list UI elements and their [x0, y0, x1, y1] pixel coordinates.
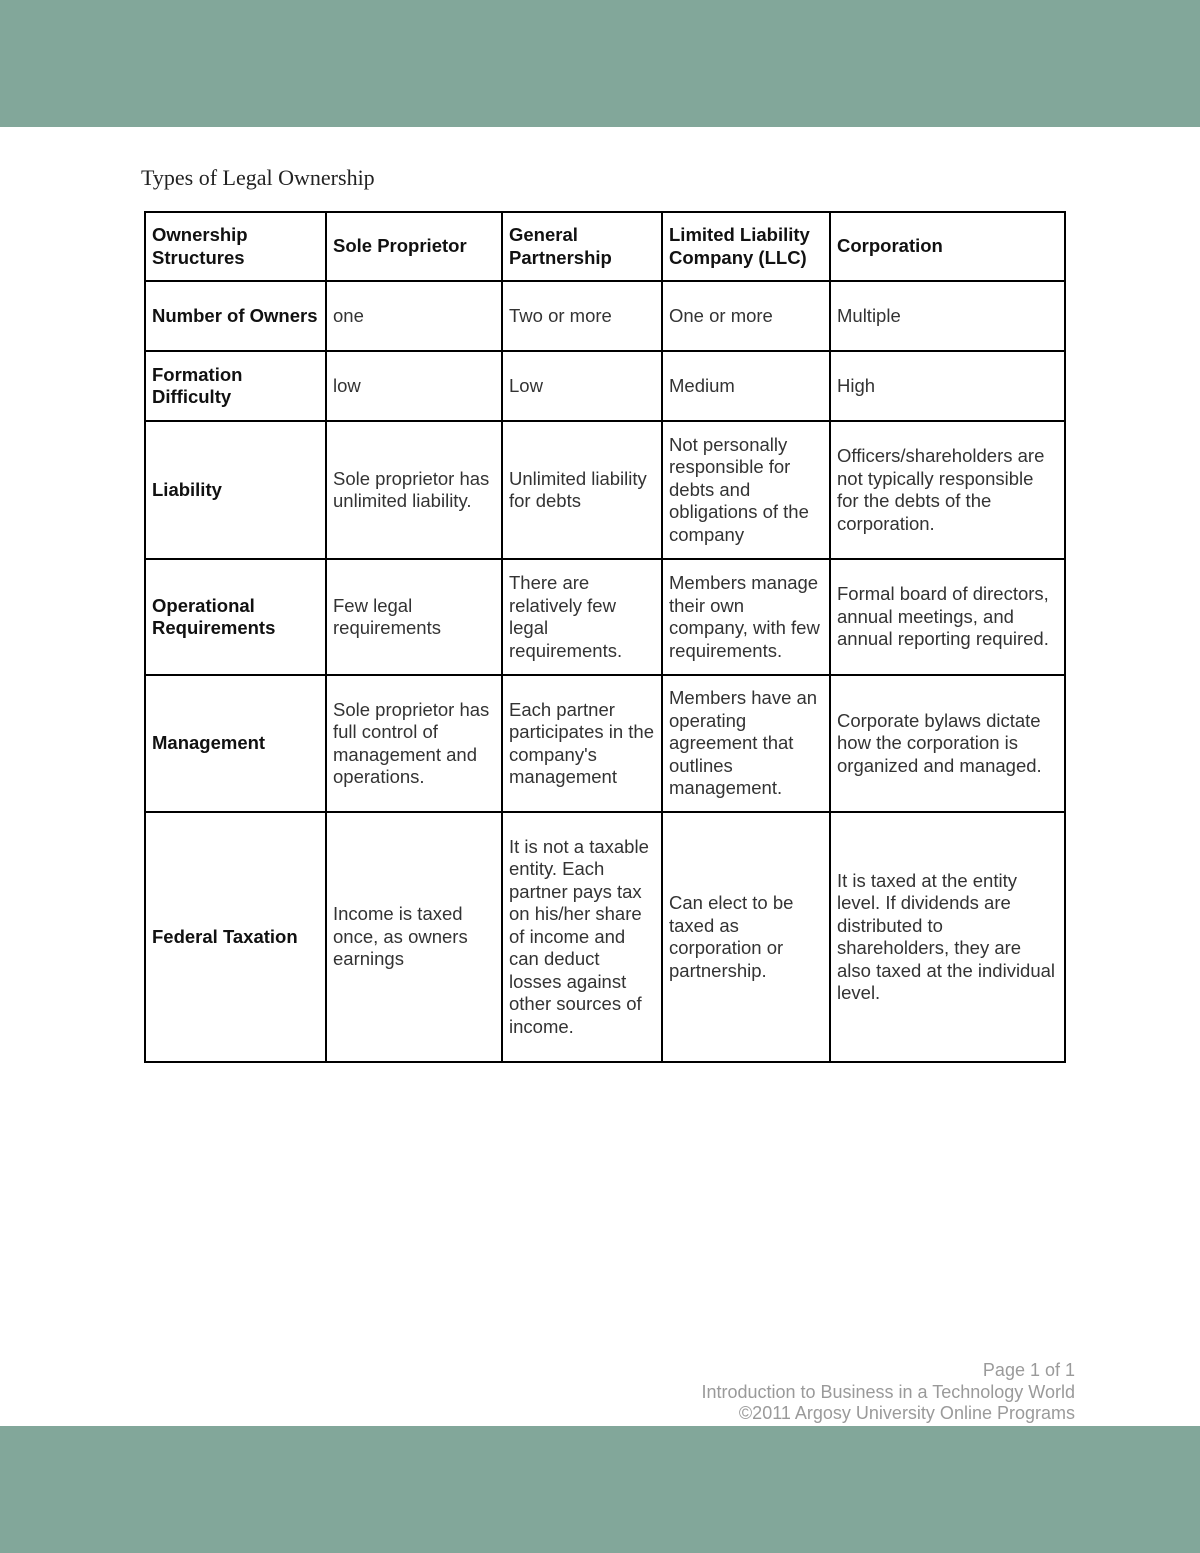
row-label: Management — [145, 675, 326, 812]
table-row-liability — [145, 421, 1065, 559]
table-cell: Sole proprietor has full control of management and operations. — [326, 675, 502, 812]
table-cell: Medium — [662, 351, 830, 421]
table-row-management — [145, 675, 1065, 812]
page-number: Page 1 of 1 — [982, 1360, 1075, 1380]
table-cell: It is not a taxable entity. Each partner pays tax on his/her share of income and can deduct losses against other sources of income. — [502, 812, 662, 1062]
table-cell: There are relatively few legal requirements. — [502, 559, 662, 675]
ownership-table — [144, 211, 1066, 1063]
table-cell: one — [326, 281, 502, 351]
table-cell: Few legal requirements — [326, 559, 502, 675]
table-cell: Multiple — [830, 281, 1065, 351]
table-cell: Can elect to be taxed as corporation or partnership. — [662, 812, 830, 1062]
table-cell: Sole proprietor has unlimited liability. — [326, 421, 502, 559]
header-general-partnership: General Partnership — [502, 212, 662, 281]
table-row-federal-taxation — [145, 812, 1065, 1062]
table-cell: Two or more — [502, 281, 662, 351]
page-footer — [701, 1360, 1075, 1425]
table-cell: Unlimited liability for debts — [502, 421, 662, 559]
copyright: ©2011 Argosy University Online Programs — [738, 1403, 1075, 1423]
table-cell: Formal board of directors, annual meetings, and annual reporting required. — [830, 559, 1065, 675]
row-label: Liability — [145, 421, 326, 559]
table-cell: One or more — [662, 281, 830, 351]
table-cell: low — [326, 351, 502, 421]
table-row-operational-requirements — [145, 559, 1065, 675]
table-header-row — [145, 212, 1065, 281]
table-cell: Not personally responsible for debts and obligations of the company — [662, 421, 830, 559]
table-cell: Each partner participates in the company's management — [502, 675, 662, 812]
header-corporation: Corporation — [830, 212, 1065, 281]
row-label: Number of Owners — [145, 281, 326, 351]
row-label: Formation Difficulty — [145, 351, 326, 421]
table-cell: Corporate bylaws dictate how the corporation is organized and managed. — [830, 675, 1065, 812]
table-cell: Income is taxed once, as owners earnings — [326, 812, 502, 1062]
table-row-formation-difficulty — [145, 351, 1065, 421]
course-name: Introduction to Business in a Technology World — [701, 1381, 1075, 1402]
row-label: Federal Taxation — [145, 812, 326, 1062]
footer-band — [0, 1426, 1200, 1553]
row-label: Operational Requirements — [145, 559, 326, 675]
header-ownership-structures: Ownership Structures — [145, 212, 326, 281]
table-cell: Officers/shareholders are not typically responsible for the debts of the corporation. — [830, 421, 1065, 559]
table-cell: It is taxed at the entity level. If dividends are distributed to shareholders, they are also taxed at the individual level. — [830, 812, 1065, 1062]
table-cell: Members have an operating agreement that outlines management. — [662, 675, 830, 812]
table-row-number-of-owners — [145, 281, 1065, 351]
table-cell: Low — [502, 351, 662, 421]
table-cell: High — [830, 351, 1065, 421]
header-band — [0, 0, 1200, 127]
header-llc: Limited Liability Company (LLC) — [662, 212, 830, 281]
table-cell: Members manage their own company, with few requirements. — [662, 559, 830, 675]
header-sole-proprietor: Sole Proprietor — [326, 212, 502, 281]
document-title: Types of Legal Ownership — [141, 165, 375, 190]
